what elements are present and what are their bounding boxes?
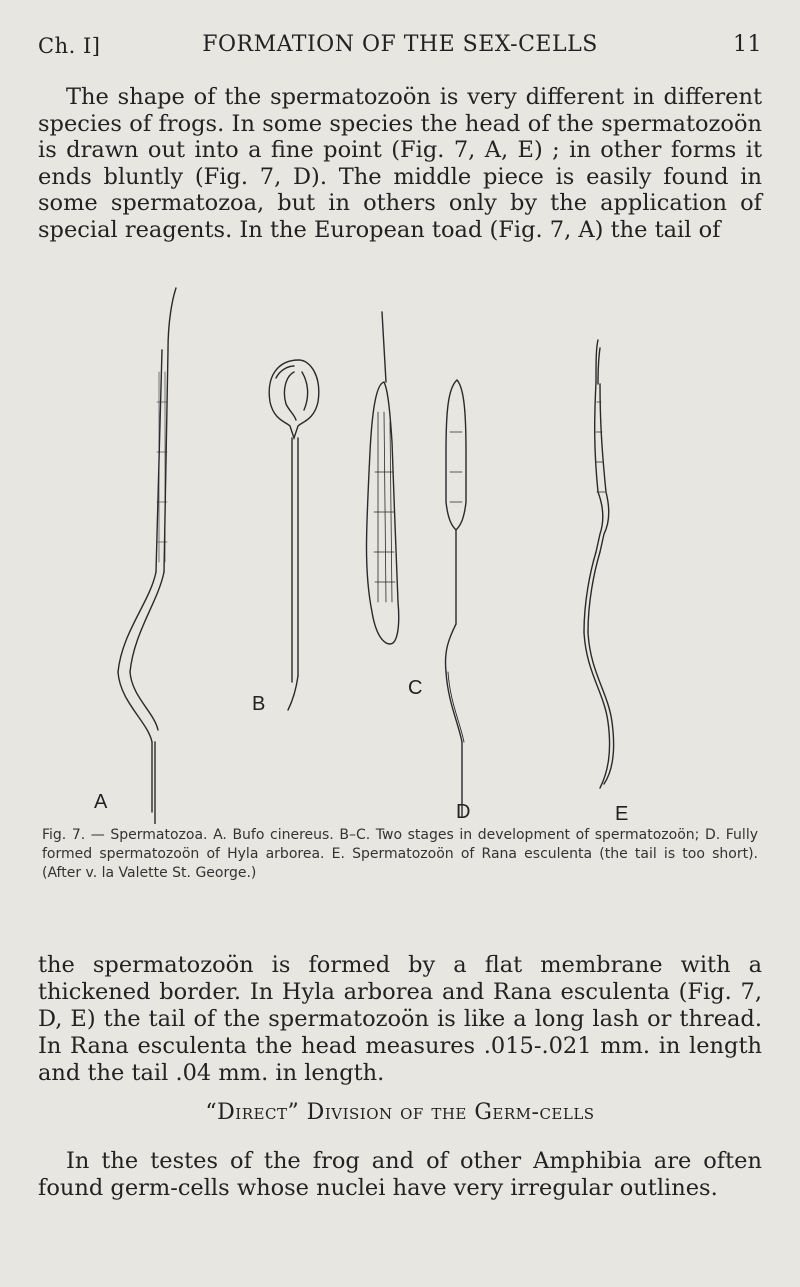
spermatozoon-a-drawing bbox=[118, 288, 176, 824]
figure-label-d: D bbox=[456, 801, 471, 823]
chapter-label: Ch. I] bbox=[38, 34, 101, 58]
spermatozoon-b-drawing bbox=[269, 360, 319, 710]
spermatozoon-e-drawing bbox=[584, 340, 614, 788]
figure-7-spermatozoa bbox=[38, 272, 762, 824]
paragraph-3: In the testes of the frog and of other Amphibia are often found germ-cells whose nuclei have very irregular outlines. bbox=[38, 1148, 762, 1201]
page-number: 11 bbox=[733, 32, 762, 57]
spermatozoon-d-drawing bbox=[445, 380, 466, 817]
figure-label-b: B bbox=[252, 693, 266, 715]
running-title: FORMATION OF THE SEX-CELLS bbox=[202, 32, 598, 57]
figure-label-a: A bbox=[94, 791, 108, 813]
figure-label-e: E bbox=[615, 803, 629, 824]
paragraph-1: The shape of the spermatozoön is very different in different species of frogs. In some species the head of the spermatozoön is drawn out into a fine point (Fig. 7, A, E) ; in other forms it ends bluntly (Fig. 7, D). The middle piece is easily found in some spermatozoa, but in others only by the application of special reagents. In the European toad (Fig. 7, A) the tail of bbox=[38, 84, 762, 243]
spermatozoon-c-drawing bbox=[367, 312, 399, 644]
paragraph-2: the spermatozoön is formed by a flat membrane with a thickened border. In Hyla arborea and Rana esculenta (Fig. 7, D, E) the tail of the spermatozoön is like a long lash or thread. In Rana esculenta the head measures .015-.021 mm. in length and the tail .04 mm. in length. bbox=[38, 952, 762, 1086]
figure-label-c: C bbox=[408, 677, 423, 699]
section-heading: “Direct” Division of the Germ-cells bbox=[205, 1100, 595, 1125]
running-header bbox=[38, 32, 762, 66]
figure-caption: Fig. 7. — Spermatozoa. A. Bufo cinereus. B–C. Two stages in development of spermatozoön; D. Fully formed spermatozoön of Hyla arborea. E. Spermatozoön of Rana esculenta (the tail is too short). (After v. la Valette St. George.) bbox=[42, 827, 758, 881]
